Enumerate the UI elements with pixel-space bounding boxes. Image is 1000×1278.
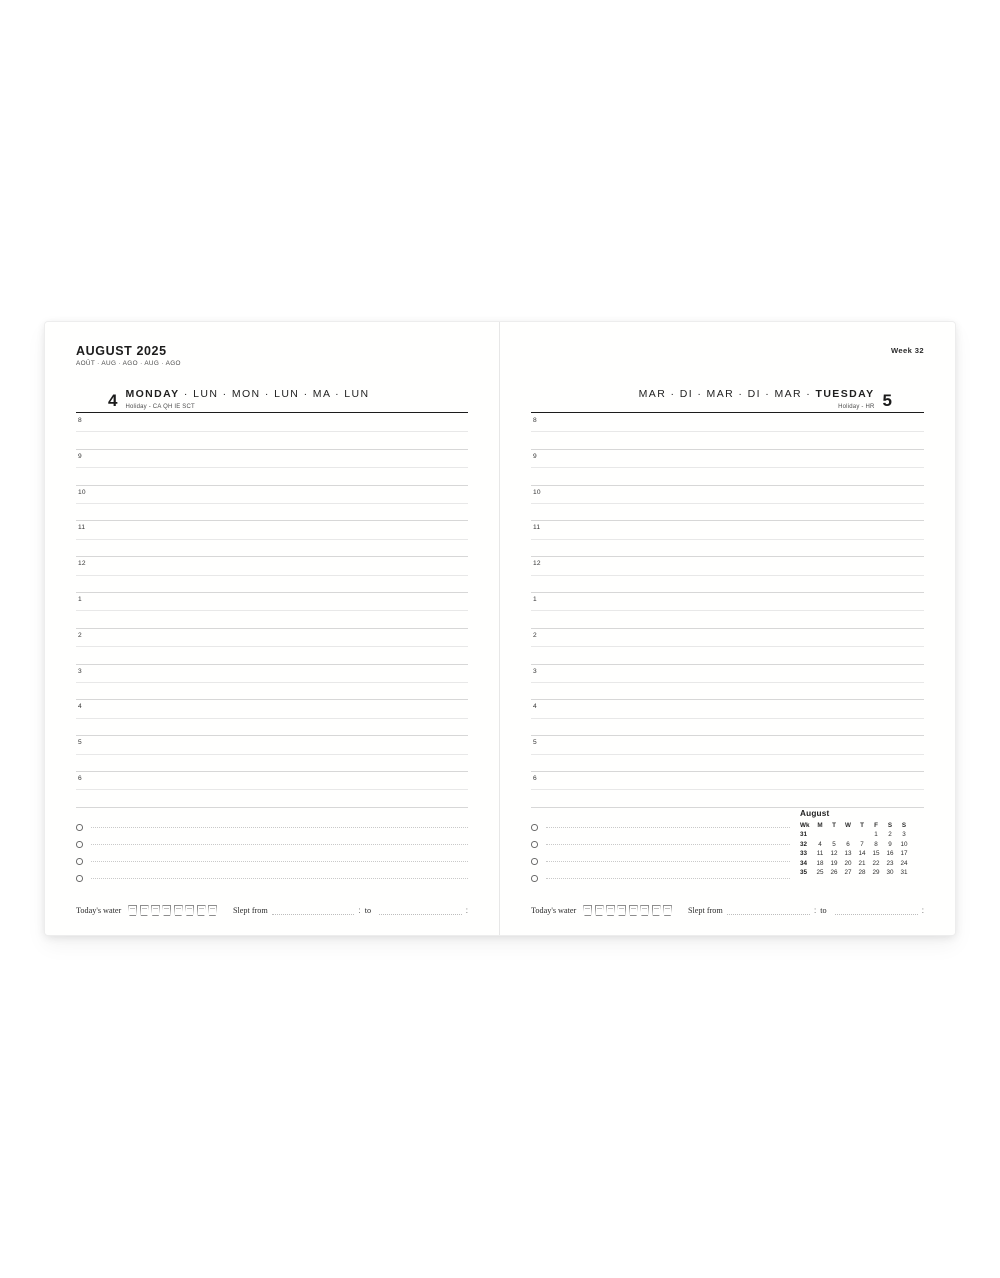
left-day-names-col	[125, 389, 369, 411]
half-hour-line	[531, 503, 924, 504]
list-item[interactable]	[531, 836, 924, 853]
hour-row[interactable]	[76, 486, 468, 522]
hour-row[interactable]	[76, 736, 468, 772]
half-hour-line	[76, 682, 468, 683]
sleep-tracker[interactable]	[688, 906, 924, 915]
mc-week: 34	[800, 859, 808, 867]
mc-day[interactable]: 15	[872, 850, 880, 858]
mc-day[interactable]: 13	[844, 850, 852, 858]
left-day-header	[76, 380, 468, 410]
sleep-label: Slept from	[687, 906, 723, 915]
mc-day[interactable]: 8	[874, 840, 878, 848]
checkbox-circle-icon[interactable]	[531, 824, 538, 831]
water-glass-icon[interactable]	[140, 905, 149, 916]
hour-label: 11	[533, 524, 541, 532]
water-glass-icon[interactable]	[185, 905, 194, 916]
sleep-to-label: to	[820, 906, 827, 915]
planner-spread	[45, 322, 955, 935]
water-glass-icon[interactable]	[606, 905, 615, 916]
mc-head-mon: M	[817, 822, 823, 829]
mc-head-sat: S	[887, 822, 893, 829]
mc-day[interactable]: 3	[902, 831, 906, 839]
water-glass-icon[interactable]	[128, 905, 137, 916]
water-glass-icon[interactable]	[629, 905, 638, 916]
half-hour-line	[531, 467, 924, 468]
water-glass-icon[interactable]	[640, 905, 649, 916]
page-title: AUGUST 2025	[76, 344, 167, 358]
month-subtitle: AOÛT · AUG · AGO · AUG · AGO	[76, 360, 181, 367]
mc-head-sun: S	[901, 822, 907, 829]
list-item[interactable]	[531, 870, 924, 887]
hour-label: 12	[533, 560, 541, 568]
mini-calendar-title: August	[800, 809, 830, 818]
mc-day[interactable]: 16	[886, 850, 894, 858]
hour-label: 10	[533, 488, 541, 496]
hour-label: 12	[78, 560, 86, 568]
list-item[interactable]	[531, 853, 924, 870]
water-glass-icon[interactable]	[583, 905, 592, 916]
left-footer	[76, 905, 468, 916]
mc-day[interactable]: 6	[846, 840, 850, 848]
list-item[interactable]	[76, 853, 468, 870]
mc-day[interactable]: 26	[830, 869, 838, 877]
sleep-to-label: to	[364, 906, 372, 915]
mc-day[interactable]: 7	[860, 840, 864, 848]
left-day-number: 4	[108, 391, 118, 410]
todo-line[interactable]	[91, 878, 469, 879]
hour-row[interactable]	[76, 593, 468, 629]
right-day-number: 5	[882, 391, 892, 410]
hour-row[interactable]	[76, 557, 468, 593]
right-header-rule	[531, 412, 924, 413]
mc-day[interactable]: 17	[900, 850, 908, 858]
mc-week: 35	[800, 869, 808, 877]
right-hour-grid	[531, 414, 924, 808]
mc-day[interactable]: 11	[816, 850, 824, 858]
half-hour-line	[76, 431, 468, 432]
hour-row[interactable]	[531, 736, 924, 772]
hour-row[interactable]	[531, 521, 924, 557]
checkbox-circle-icon[interactable]	[76, 858, 83, 865]
mc-day[interactable]: 14	[858, 850, 866, 858]
checkbox-circle-icon[interactable]	[531, 858, 538, 865]
mc-day[interactable]: 9	[888, 840, 892, 848]
sleep-to-field[interactable]	[379, 914, 462, 915]
week-number-label: Week 32	[890, 346, 924, 355]
right-day-names-col	[639, 389, 875, 411]
mc-week: 33	[800, 850, 808, 858]
hour-label: 11	[78, 524, 86, 532]
mc-day[interactable]: 2	[888, 831, 892, 839]
half-hour-line	[76, 575, 468, 576]
right-todo-list	[531, 819, 924, 887]
hour-row[interactable]	[531, 665, 924, 701]
right-footer	[531, 905, 924, 916]
hour-row[interactable]	[531, 629, 924, 665]
checkbox-circle-icon[interactable]	[76, 875, 83, 882]
half-hour-line	[531, 682, 924, 683]
mc-day[interactable]: 18	[816, 859, 824, 867]
mc-head-thu: T	[860, 822, 864, 829]
left-page	[45, 322, 500, 935]
hour-label: 10	[78, 488, 86, 496]
water-glass-icon[interactable]	[617, 905, 626, 916]
half-hour-line	[531, 646, 924, 647]
hour-row[interactable]	[531, 450, 924, 486]
mc-day[interactable]: 24	[900, 859, 908, 867]
hour-row[interactable]	[76, 629, 468, 665]
mc-day[interactable]: 10	[900, 840, 908, 848]
mc-day[interactable]: 1	[874, 831, 878, 839]
hour-row[interactable]	[76, 665, 468, 701]
qr-code-icon[interactable]	[76, 383, 100, 407]
left-hour-grid	[76, 414, 468, 808]
water-glass-icon[interactable]	[174, 905, 183, 916]
sleep-from-colon: :	[358, 906, 361, 915]
mc-head-wk: Wk	[800, 822, 810, 829]
mc-day[interactable]: 22	[872, 859, 880, 867]
half-hour-line	[531, 539, 924, 540]
water-glass-icon[interactable]	[652, 905, 661, 916]
list-item[interactable]	[531, 819, 924, 836]
mc-day[interactable]: 21	[858, 859, 866, 867]
hour-row[interactable]	[531, 593, 924, 629]
hour-label: 8	[78, 417, 82, 424]
mc-day[interactable]: 19	[830, 859, 838, 867]
todo-line[interactable]	[546, 878, 791, 879]
half-hour-line	[76, 754, 468, 755]
mc-day[interactable]: 27	[844, 869, 852, 877]
hour-row[interactable]	[76, 450, 468, 486]
water-glass-icon[interactable]	[663, 905, 672, 916]
month-block	[76, 344, 181, 367]
mc-day[interactable]: 30	[886, 869, 894, 877]
water-glass-icon[interactable]	[208, 905, 217, 916]
half-hour-line	[76, 789, 468, 790]
hour-label: 2	[533, 631, 537, 639]
sleep-to-colon: :	[465, 906, 469, 915]
todo-line[interactable]	[91, 827, 469, 828]
hour-row[interactable]	[531, 772, 924, 808]
hour-row[interactable]	[76, 521, 468, 557]
hour-label: 3	[78, 667, 82, 675]
right-page	[500, 322, 955, 935]
mc-week: 31	[800, 831, 808, 839]
half-hour-line	[531, 431, 924, 432]
hour-label: 6	[78, 774, 82, 782]
mc-head-fri: F	[874, 822, 878, 829]
todo-line[interactable]	[91, 861, 469, 862]
sleep-to-colon: :	[921, 906, 925, 915]
hour-label: 9	[533, 452, 537, 460]
qr-code-icon[interactable]	[900, 383, 924, 407]
mc-day[interactable]: 5	[832, 840, 836, 848]
list-item[interactable]	[76, 836, 468, 853]
hour-label: 9	[78, 452, 82, 460]
half-hour-line	[531, 754, 924, 755]
hour-label: 1	[533, 595, 537, 603]
sleep-from-field[interactable]	[727, 914, 810, 915]
hour-label: 6	[533, 774, 537, 782]
left-holiday-note: Holiday - CA QH IE SCT	[125, 404, 195, 410]
mc-day[interactable]: 20	[844, 859, 852, 867]
hour-label: 4	[533, 703, 537, 711]
half-hour-line	[531, 789, 924, 790]
mc-day[interactable]: 23	[886, 859, 894, 867]
water-glass-tracker[interactable]	[128, 905, 217, 916]
mc-day[interactable]: 4	[818, 840, 822, 848]
list-item[interactable]	[76, 870, 468, 887]
sleep-to-field[interactable]	[835, 914, 918, 915]
mc-day[interactable]: 12	[830, 850, 838, 858]
hour-row[interactable]	[531, 486, 924, 522]
hour-label: 5	[78, 739, 82, 747]
half-hour-line	[76, 610, 468, 611]
checkbox-circle-icon[interactable]	[76, 824, 83, 831]
half-hour-line	[76, 718, 468, 719]
mc-day[interactable]: 31	[900, 869, 908, 877]
half-hour-line	[76, 503, 468, 504]
water-glass-icon[interactable]	[162, 905, 171, 916]
hour-label: 5	[533, 739, 537, 747]
water-glass-icon[interactable]	[197, 905, 206, 916]
checkbox-circle-icon[interactable]	[531, 841, 538, 848]
half-hour-line	[76, 646, 468, 647]
left-day-names: MONDAY · LUN · MON · LUN · MA · LUN	[125, 387, 370, 400]
right-holiday-note: Holiday - HR	[838, 404, 875, 410]
mc-day[interactable]: 25	[816, 869, 824, 877]
mc-day[interactable]: 28	[858, 869, 866, 877]
water-glass-icon[interactable]	[595, 905, 604, 916]
sleep-from-colon: :	[813, 906, 817, 915]
hour-row[interactable]	[76, 700, 468, 736]
sleep-tracker[interactable]	[233, 906, 468, 915]
half-hour-line	[531, 718, 924, 719]
todo-line[interactable]	[546, 844, 791, 845]
hour-label: 1	[78, 595, 82, 603]
hour-label: 2	[78, 631, 82, 639]
hour-label: 4	[78, 703, 82, 711]
mc-day[interactable]: 29	[872, 869, 880, 877]
left-header-rule	[76, 412, 468, 413]
half-hour-line	[76, 539, 468, 540]
hour-row[interactable]	[531, 700, 924, 736]
water-label: Today's water	[531, 906, 577, 915]
water-label: Today's water	[76, 906, 122, 915]
mc-head-tue: T	[832, 822, 836, 829]
sleep-from-field[interactable]	[272, 914, 355, 915]
mc-head-wed: W	[845, 822, 851, 829]
hour-row[interactable]	[76, 772, 468, 808]
hour-label: 8	[533, 417, 537, 424]
water-glass-tracker[interactable]	[583, 905, 672, 916]
half-hour-line	[531, 610, 924, 611]
todo-line[interactable]	[546, 861, 791, 862]
checkbox-circle-icon[interactable]	[76, 841, 83, 848]
todo-line[interactable]	[91, 844, 469, 845]
half-hour-line	[76, 467, 468, 468]
checkbox-circle-icon[interactable]	[531, 875, 538, 882]
water-glass-icon[interactable]	[151, 905, 160, 916]
right-day-header	[531, 380, 924, 410]
hour-label: 3	[533, 667, 537, 675]
hour-row[interactable]	[531, 557, 924, 593]
right-day-names: MAR · DI · MAR · DI · MAR · TUESDAY	[638, 387, 875, 400]
todo-line[interactable]	[546, 827, 791, 828]
mc-week: 32	[800, 840, 808, 848]
list-item[interactable]	[76, 819, 468, 836]
hour-row[interactable]	[531, 414, 924, 450]
hour-row[interactable]	[76, 414, 468, 450]
half-hour-line	[531, 575, 924, 576]
sleep-label: Slept from	[232, 906, 268, 915]
left-todo-list	[76, 819, 468, 887]
